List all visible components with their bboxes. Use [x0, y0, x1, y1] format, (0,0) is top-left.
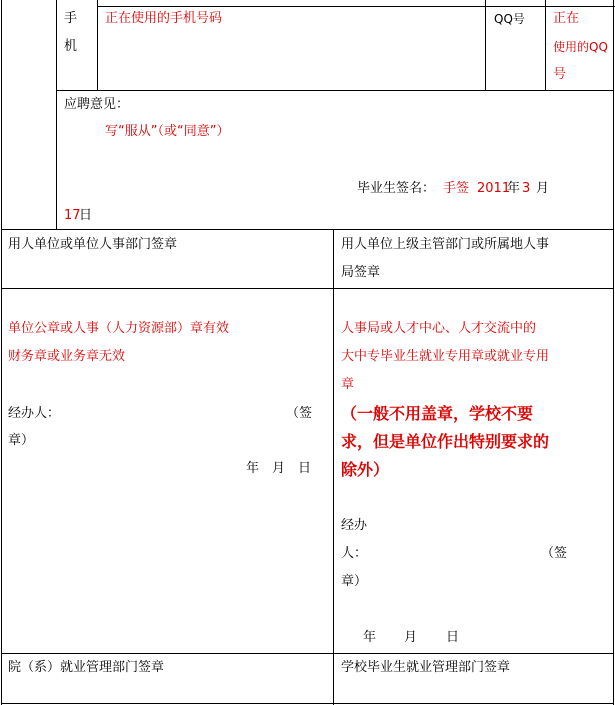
- signature-month: 3: [522, 181, 531, 196]
- supervisor-handler-label-1: 经办: [341, 518, 368, 533]
- center-divider-upper: [333, 229, 334, 705]
- supervisor-sign-close: 章）: [341, 574, 368, 589]
- signature-day-unit: 日: [79, 208, 93, 223]
- employer-sign-open: （签: [286, 406, 313, 421]
- bottom-border: [1, 703, 614, 704]
- supervisor-seal-note-1: 人事局或人才中心、人才交流中的: [341, 321, 537, 336]
- phone-label-divider: [97, 0, 98, 91]
- qq-label: QQ号: [494, 12, 525, 26]
- signature-day: 17: [64, 208, 81, 223]
- qq-value-1: 正在: [553, 11, 580, 26]
- supervisor-seal-note-3: 章: [341, 377, 355, 392]
- school-seal-heading: 学校毕业生就业管理部门签章: [341, 660, 511, 675]
- phone-value: 正在使用的手机号码: [105, 11, 223, 26]
- employer-handler-label: 经办人：: [8, 406, 61, 421]
- phone-label-2: 机: [64, 39, 78, 54]
- employer-seal-note-1: 单位公章或人事（人力资源部）章有效: [8, 321, 230, 336]
- supervisor-seal-heading-2: 局签章: [341, 265, 381, 280]
- supervisor-seal-note-2: 大中专毕业生就业专用章或就业专用: [341, 349, 550, 364]
- signature-value: 手签: [443, 181, 470, 196]
- outer-right-border: [613, 0, 614, 705]
- outer-left-border: [1, 0, 2, 705]
- phone-row-bottom: [56, 90, 614, 91]
- signature-year-unit: 年: [507, 181, 521, 196]
- supervisor-date-year: 年: [363, 630, 377, 645]
- employer-sign-close: 章）: [8, 433, 35, 448]
- opinion-label: 应聘意见：: [64, 97, 130, 112]
- signature-month-unit: 月: [536, 181, 550, 196]
- employer-seal-heading: 用人单位或单位人事部门签章: [8, 237, 178, 252]
- left-column-divider: [56, 0, 57, 229]
- supervisor-seal-emphasis-3: 除外）: [341, 460, 390, 479]
- qq-value-3: 号: [553, 67, 567, 82]
- employer-seal-note-2: 财务章或业务章无效: [8, 349, 126, 364]
- signature-label: 毕业生签名：: [357, 181, 436, 196]
- opinion-row-bottom: [1, 229, 614, 230]
- phone-label-1: 手: [64, 11, 78, 26]
- header-row-bottom: [1, 288, 614, 289]
- signature-year: 2011: [477, 181, 511, 196]
- qq-value-2: 使用的QQ: [553, 40, 608, 54]
- top-border: [97, 6, 615, 7]
- supervisor-date-day: 日: [446, 630, 460, 645]
- qq-value-divider: [545, 0, 546, 91]
- opinion-value: 写“服从”（或“同意”）: [105, 124, 230, 139]
- supervisor-seal-emphasis-1: （一般不用盖章，学校不要: [341, 404, 534, 423]
- qq-label-divider: [485, 0, 486, 91]
- employer-date: 年 月 日: [246, 461, 312, 476]
- supervisor-date-month: 月: [404, 630, 418, 645]
- supervisor-handler-label-2: 人：: [341, 546, 368, 561]
- body-row-bottom: [1, 653, 614, 654]
- department-seal-heading: 院（系）就业管理部门签章: [8, 660, 165, 675]
- supervisor-seal-heading-1: 用人单位上级主管部门或所属地人事: [341, 237, 550, 252]
- supervisor-sign-open: （签: [541, 546, 568, 561]
- supervisor-seal-emphasis-2: 求，但是单位作出特别要求的: [341, 432, 550, 451]
